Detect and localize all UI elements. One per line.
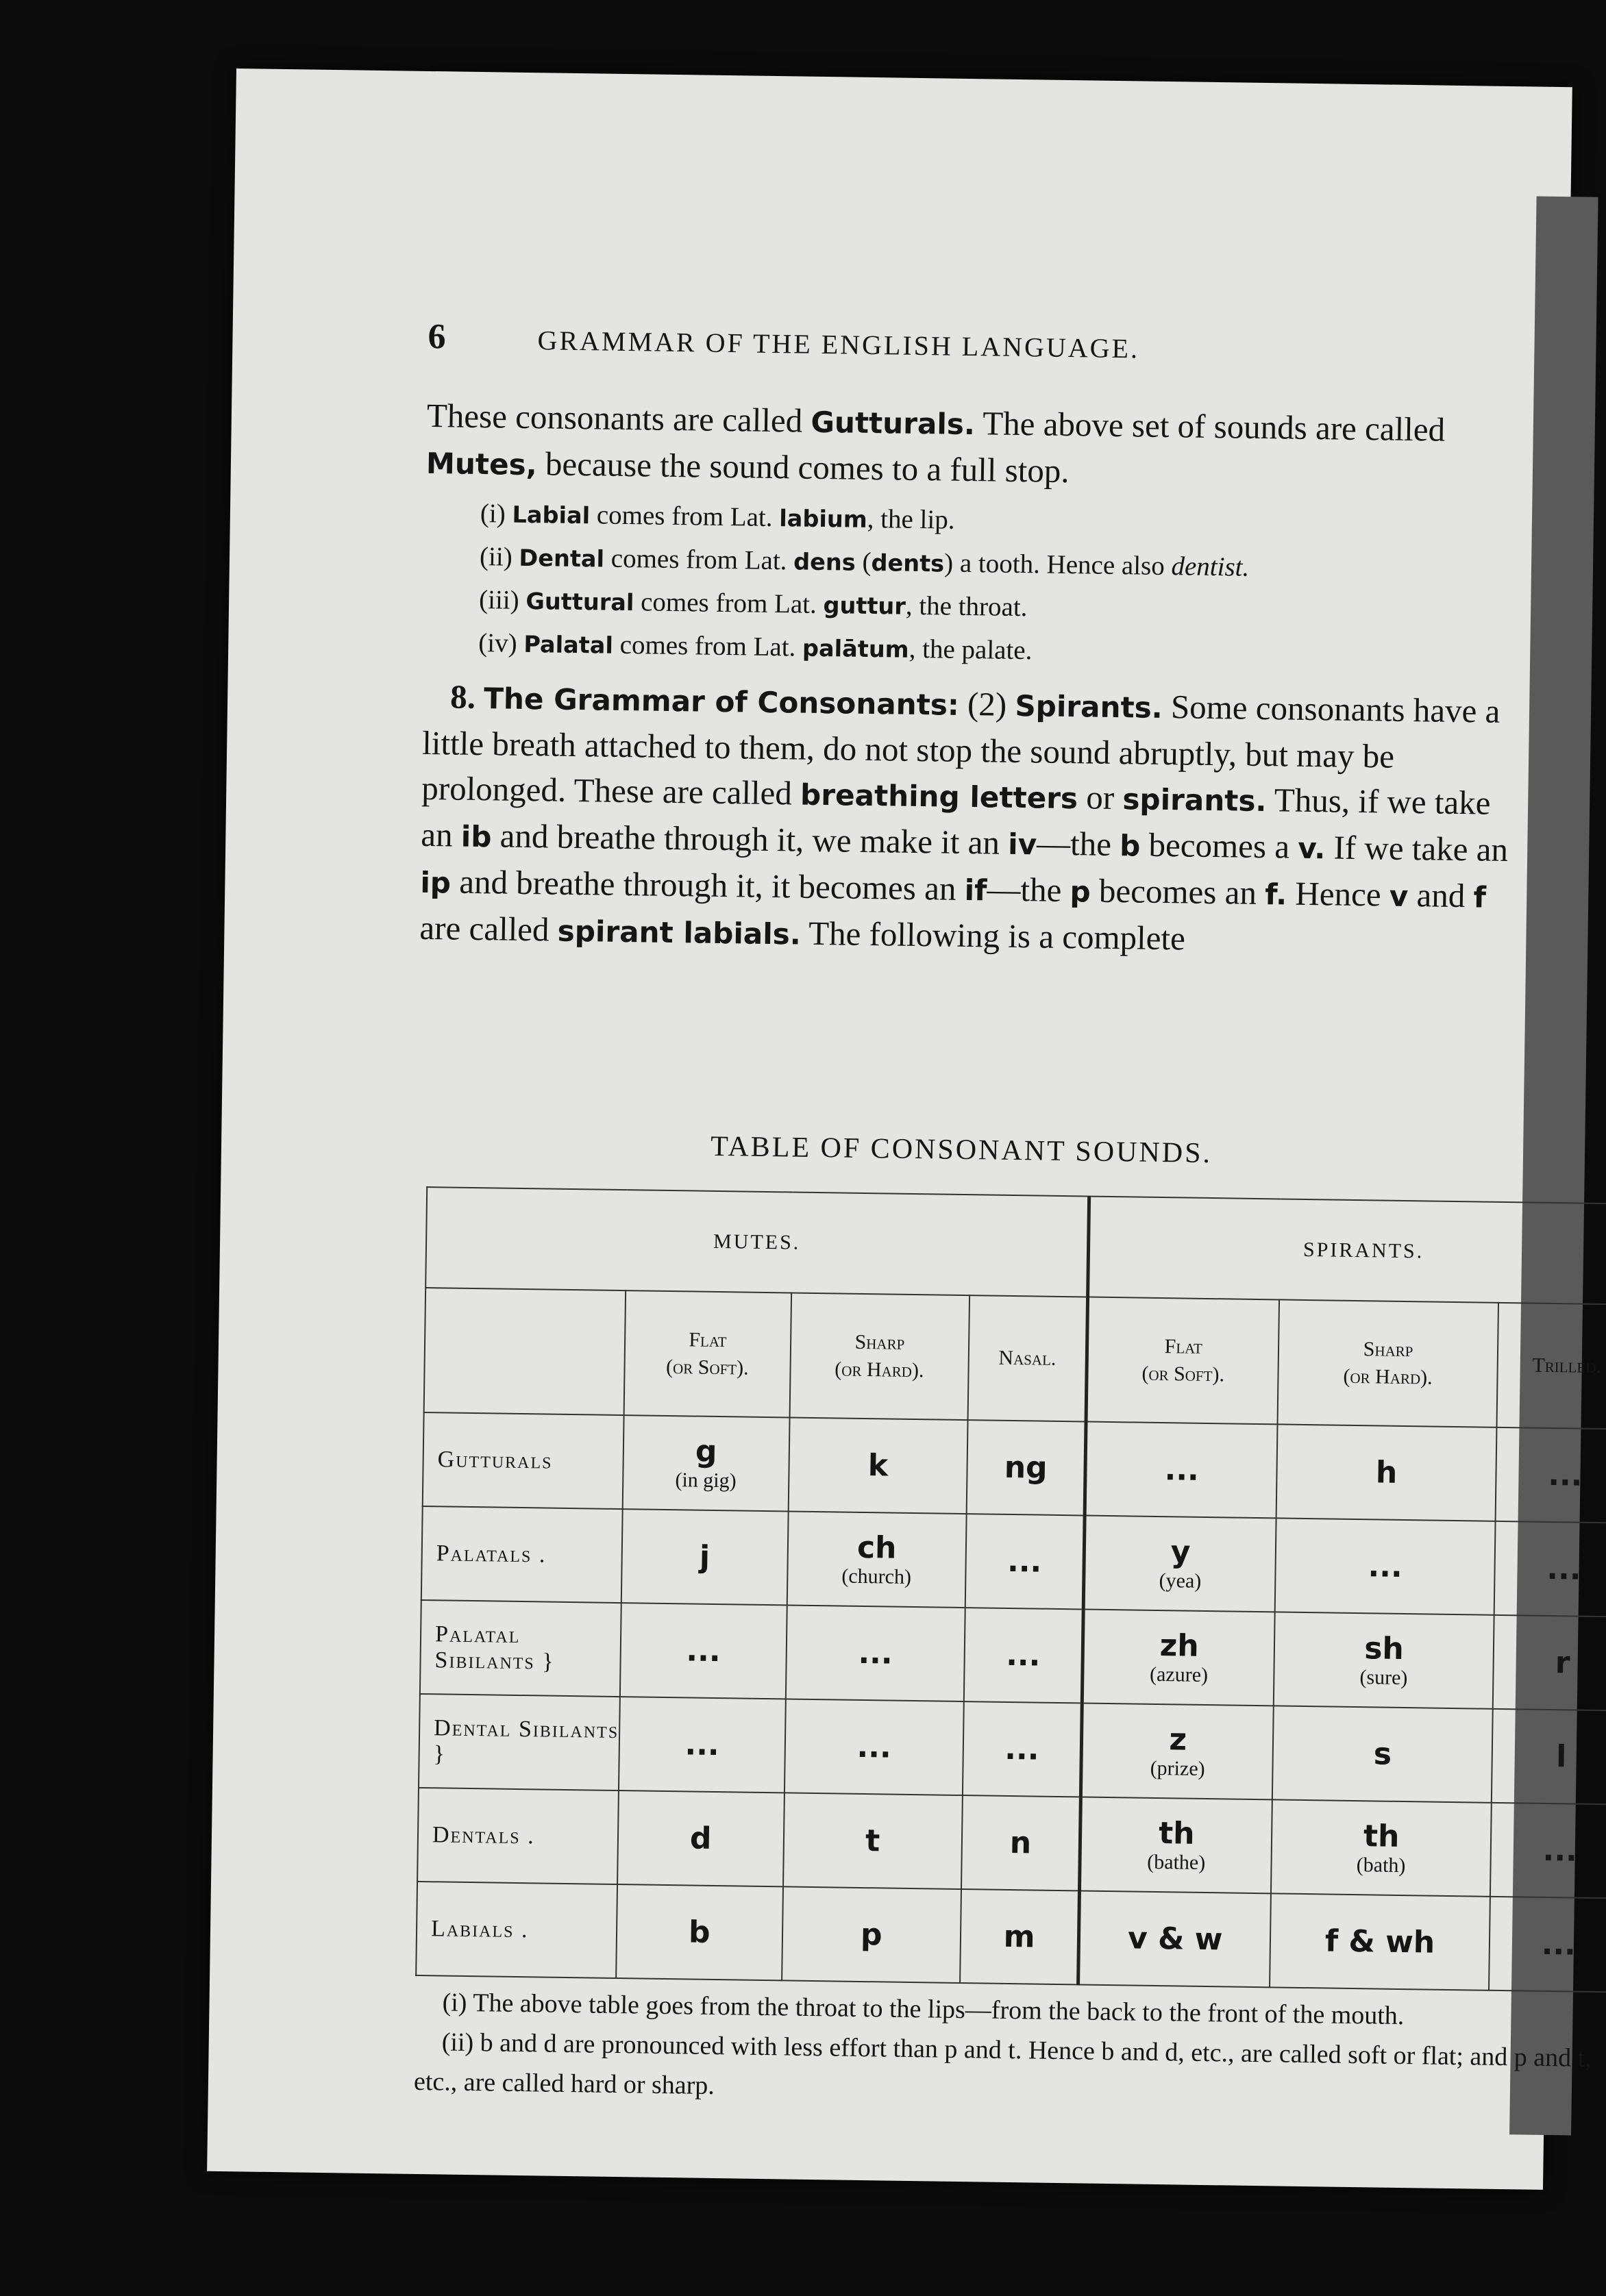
sound-symbol: th <box>1363 1819 1400 1854</box>
table-cell <box>1080 1797 1273 1893</box>
text-run: are called <box>419 908 558 949</box>
sound-symbol: ... <box>686 1633 721 1669</box>
column-header <box>1086 1297 1279 1425</box>
text-run: and breathe through it, we make it an <box>491 816 1009 862</box>
term: f <box>1473 880 1487 914</box>
group-header-spirants: SPIRANTS. <box>1088 1197 1606 1305</box>
term: spirants. <box>1122 782 1267 819</box>
table-cell <box>1085 1422 1278 1519</box>
table-cell <box>788 1417 967 1514</box>
column-header-line: Sharp <box>1363 1338 1413 1362</box>
text-run: Hence <box>1286 874 1390 914</box>
row-header: Dental Sibilants } <box>419 1694 620 1790</box>
term: iv <box>1007 827 1037 862</box>
sound-symbol: r <box>1555 1645 1570 1681</box>
italic-word: dentist. <box>1171 551 1250 582</box>
table-row <box>423 1412 1606 1523</box>
note-term: Labial <box>512 501 591 529</box>
table-cell <box>1274 1612 1494 1708</box>
sound-symbol: z <box>1169 1722 1187 1758</box>
text-run: , the palate. <box>909 634 1033 666</box>
text-run: The following is a complete <box>800 914 1186 958</box>
table-cell <box>1082 1609 1275 1706</box>
corner-cell <box>424 1288 626 1415</box>
table-cell <box>963 1701 1082 1797</box>
table-title: TABLE OF CONSONANT SOUNDS. <box>710 1130 1213 1170</box>
text-run: Thus, if we take an <box>421 781 1491 854</box>
sound-symbol: v & w <box>1127 1921 1223 1958</box>
footnotes <box>414 1982 1606 2119</box>
table-cell <box>617 1790 784 1886</box>
table-body <box>416 1412 1606 1993</box>
sound-symbol: k <box>867 1448 889 1484</box>
term: spirant labials. <box>557 914 802 951</box>
term: v. <box>1297 831 1326 866</box>
text-run: , the throat. <box>905 590 1028 623</box>
column-header-line: Sharp <box>854 1330 905 1354</box>
table-cell <box>784 1699 963 1795</box>
table-cell <box>1492 1709 1606 1805</box>
column-header-row <box>424 1288 1606 1430</box>
row-header: Labials . <box>416 1882 617 1978</box>
latin-word: dens <box>793 548 856 576</box>
book-page <box>207 68 1602 2190</box>
sound-symbol: ... <box>1006 1543 1042 1580</box>
table-row <box>417 1788 1606 1899</box>
latin-word: labium <box>778 505 867 533</box>
table-cell <box>785 1605 965 1701</box>
sound-symbol: ... <box>1368 1549 1403 1584</box>
row-header: Palatal Sibilants } <box>420 1600 621 1697</box>
text-run: The above set of sounds are called <box>974 404 1446 449</box>
sound-symbol: th <box>1158 1816 1195 1851</box>
term: v <box>1389 879 1409 913</box>
text-run: comes from Lat. <box>589 500 780 533</box>
column-header-line: (or Soft). <box>1141 1362 1225 1386</box>
table-cell <box>967 1420 1086 1515</box>
running-title: GRAMMAR OF THE ENGLISH LANGUAGE. <box>537 325 1140 364</box>
text-run: , the lip. <box>867 503 955 535</box>
table-cell <box>1495 1427 1606 1523</box>
note-term: Guttural <box>526 587 634 616</box>
table-cell <box>1494 1521 1606 1617</box>
text-run: or <box>1077 778 1123 817</box>
sound-symbol: ... <box>1005 1637 1041 1673</box>
row-header: Dentals . <box>417 1788 619 1884</box>
text-run: becomes an <box>1090 871 1265 912</box>
sound-symbol: g <box>695 1434 717 1469</box>
column-header <box>968 1295 1088 1421</box>
term: b <box>1119 829 1141 863</box>
sound-symbol: zh <box>1159 1628 1199 1664</box>
column-header-line: Flat <box>689 1328 727 1352</box>
table-cell <box>621 1509 788 1605</box>
text-run: If we take an <box>1324 828 1509 869</box>
text-run: comes from Lat. <box>604 543 794 576</box>
term-mutes: Mutes, <box>425 446 538 482</box>
sound-symbol: ... <box>1004 1731 1039 1767</box>
term-spirants: Spirants. <box>1015 688 1163 725</box>
sound-symbol: ng <box>1004 1449 1048 1486</box>
column-header <box>1496 1303 1606 1430</box>
section-title: The Grammar of Consonants: <box>483 682 960 722</box>
table-cell <box>960 1889 1079 1984</box>
sound-symbol: ... <box>1541 1926 1577 1962</box>
latin-word: palātum <box>802 634 909 663</box>
latin-word: dents <box>871 549 945 577</box>
text-run: becomes a <box>1140 825 1298 866</box>
intro-text <box>419 393 1516 967</box>
page-header <box>428 316 1497 372</box>
sound-symbol: l <box>1555 1739 1567 1775</box>
intro-paragraph <box>426 393 1517 501</box>
example-word: (azure) <box>1149 1662 1209 1687</box>
table-cell <box>783 1793 963 1889</box>
sound-symbol: ... <box>1542 1832 1578 1869</box>
row-header: Palatals . <box>421 1506 623 1603</box>
term: f. <box>1264 877 1287 912</box>
text-run: These consonants are called <box>426 396 811 440</box>
sound-symbol: j <box>699 1539 711 1575</box>
table-cell <box>1276 1424 1497 1521</box>
table-cell <box>1272 1706 1493 1802</box>
sound-symbol: h <box>1375 1455 1398 1490</box>
column-header-line: (or Hard). <box>1343 1364 1433 1389</box>
sound-symbol: p <box>860 1917 882 1953</box>
table-cell <box>965 1514 1085 1609</box>
table-cell <box>961 1795 1080 1891</box>
term: ib <box>460 819 492 854</box>
note-number: (i) <box>480 499 506 529</box>
text-run: —the <box>1036 824 1120 864</box>
table-cell <box>1081 1703 1274 1799</box>
table-cell <box>1083 1515 1276 1612</box>
section-number: 8. <box>449 677 476 716</box>
text-run: and <box>1407 875 1474 915</box>
table-row <box>419 1694 1606 1805</box>
column-header-line: Trilled. <box>1532 1353 1602 1377</box>
section-8-paragraph <box>419 674 1513 967</box>
example-word: (sure) <box>1359 1666 1408 1690</box>
sound-symbol: ... <box>1546 1551 1581 1587</box>
text-run: comes from Lat. <box>613 629 803 662</box>
text-run: a tooth. Hence also <box>952 548 1172 582</box>
text-run: Some consonants have a little breath attached to them, do not stop the sound abruptly, but may be prolonged. These are called <box>421 687 1500 812</box>
table-cell <box>1271 1799 1492 1896</box>
footnote: (ii) b and d are pronounced with less effort than p and t. Hence b and d, etc., are called soft or flat; and p and t, etc., are called hard or sharp. <box>413 2027 1592 2101</box>
sound-symbol: s <box>1373 1736 1392 1772</box>
text-run: (2) <box>959 684 1015 723</box>
example-word: (yea) <box>1159 1569 1202 1593</box>
sound-symbol: ... <box>856 1729 892 1765</box>
sound-symbol: ... <box>1164 1452 1200 1488</box>
table-cell <box>623 1415 789 1511</box>
group-header-mutes: MUTES. <box>425 1187 1089 1297</box>
text-run: because the sound comes to a full stop. <box>536 445 1070 490</box>
sound-symbol: m <box>1003 1919 1035 1955</box>
table-cell <box>787 1511 966 1608</box>
note-term: Dental <box>519 544 605 573</box>
example-word: (prize) <box>1150 1756 1205 1780</box>
example-word: (bathe) <box>1147 1850 1206 1874</box>
footnote: (i) The above table goes from the throat to the lips—from the back to the front of the mouth. <box>442 1988 1405 2031</box>
column-header-line: (or Hard). <box>835 1358 924 1382</box>
note-item: (ii) Dental comes from Lat. dens (dents) a tooth. Hence also dentist. <box>479 542 1250 582</box>
sound-symbol: b <box>688 1914 711 1950</box>
sound-symbol: ... <box>1548 1457 1583 1493</box>
sound-symbol: n <box>1009 1825 1032 1861</box>
table-cell <box>1490 1803 1606 1899</box>
sound-symbol: d <box>689 1821 712 1856</box>
table-cell <box>619 1697 785 1793</box>
term: p <box>1070 875 1091 909</box>
note-number: (iv) <box>478 628 517 658</box>
table-cell <box>616 1884 782 1980</box>
column-header-line: Nasal. <box>998 1346 1057 1370</box>
table-cell <box>964 1608 1083 1703</box>
table-cell <box>1078 1891 1272 1987</box>
example-word: (bath) <box>1356 1854 1406 1877</box>
table-cell <box>1275 1518 1496 1614</box>
term: if <box>964 873 987 908</box>
table-cell <box>782 1886 961 1983</box>
column-header <box>789 1293 969 1420</box>
latin-word: guttur <box>823 592 906 620</box>
sound-symbol: sh <box>1363 1631 1405 1667</box>
table-cell <box>1489 1897 1606 1993</box>
sound-symbol: ... <box>684 1727 720 1763</box>
text-run: —the <box>987 870 1071 910</box>
note-term: Palatal <box>523 630 614 659</box>
column-header-line: Flat <box>1164 1335 1203 1358</box>
text-run: and breathe through it, it becomes an <box>450 862 965 908</box>
column-header <box>1278 1299 1498 1427</box>
column-header <box>624 1290 791 1417</box>
sound-symbol: ... <box>858 1635 893 1671</box>
term: ip <box>420 865 452 900</box>
table-cell <box>1270 1893 1490 1990</box>
sound-symbol: y <box>1170 1534 1191 1570</box>
note-number: (ii) <box>479 542 513 572</box>
sound-symbol: t <box>865 1823 880 1859</box>
example-word: (in gig) <box>675 1469 737 1493</box>
consonant-table <box>415 1186 1606 1993</box>
table-cell <box>1493 1615 1606 1711</box>
term: breathing letters <box>800 777 1078 816</box>
table-cell <box>620 1603 787 1699</box>
text-run: comes from Lat. <box>634 587 824 620</box>
sound-symbol: ch <box>856 1530 897 1566</box>
row-header: Gutturals <box>423 1412 624 1509</box>
page-number: 6 <box>428 316 446 357</box>
sound-symbol: f & wh <box>1324 1923 1435 1960</box>
table-row <box>416 1882 1606 1993</box>
table-row <box>421 1506 1606 1617</box>
column-header-line: (or Soft). <box>665 1355 749 1380</box>
note-number: (iii) <box>478 585 519 615</box>
term-gutturals: Gutturals. <box>811 405 976 442</box>
table-row <box>420 1600 1606 1711</box>
example-word: (church) <box>841 1564 912 1588</box>
etymology-notes <box>478 492 1515 679</box>
